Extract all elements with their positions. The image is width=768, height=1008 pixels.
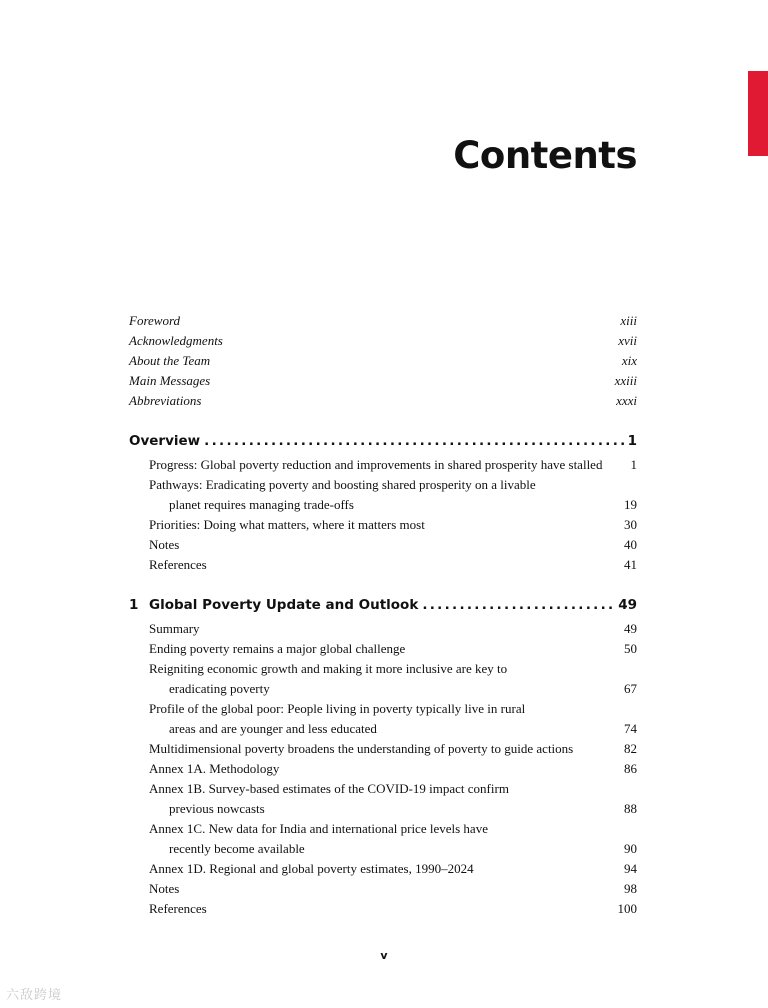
toc-entry[interactable] (149, 475, 637, 495)
entry-page: 67 (624, 681, 637, 696)
entry-page: 1 (630, 457, 637, 472)
toc-entry[interactable] (129, 331, 637, 351)
entry-page: xvii (618, 333, 637, 348)
page-folio: v (380, 949, 388, 962)
toc-entry[interactable] (149, 719, 637, 739)
toc-entry[interactable] (149, 639, 637, 659)
chapter-number: 1 (129, 597, 139, 613)
entry-page: xxiii (614, 373, 637, 388)
entry-title: Abbreviations (129, 393, 202, 408)
entry-title: Main Messages (129, 373, 211, 388)
entry-title: Summary (149, 621, 200, 636)
entry-page: 86 (624, 761, 637, 776)
entry-page: 88 (624, 801, 637, 816)
dot-leader (204, 430, 625, 452)
entry-page: 30 (624, 517, 637, 532)
overview-entries (149, 455, 637, 575)
chapter-title: Global Poverty Update and Outlook (149, 597, 419, 613)
toc-entry[interactable] (149, 899, 637, 919)
section-title: Overview (129, 433, 201, 449)
entry-title: References (149, 557, 207, 572)
entry-page: 74 (624, 721, 637, 736)
toc-entry[interactable] (149, 879, 637, 899)
toc-entry[interactable] (149, 455, 637, 475)
chapter-1-entries (149, 619, 637, 919)
toc-entry[interactable] (149, 839, 637, 859)
entry-page: 98 (624, 881, 637, 896)
entry-page: 49 (624, 621, 637, 636)
entry-title: Acknowledgments (129, 333, 223, 348)
entry-page: 90 (624, 841, 637, 856)
toc-entry[interactable] (129, 311, 637, 331)
red-edge-tab (748, 71, 768, 156)
dot-leader (422, 594, 616, 616)
entry-title: Profile of the global poor: People living in poverty typically live in rural (149, 701, 526, 716)
entry-title-continued: planet requires managing trade-offs (169, 497, 354, 512)
entry-page: 94 (624, 861, 637, 876)
entry-title: Progress: Global poverty reduction and improvements in shared prosperity have stalled (149, 457, 603, 472)
chapter-page: 49 (618, 597, 637, 613)
entry-title: Reigniting economic growth and making it more inclusive are key to (149, 661, 508, 676)
toc-entry[interactable] (149, 535, 637, 555)
entry-page: xiii (620, 313, 637, 328)
toc-entry[interactable] (149, 659, 637, 679)
toc-entry[interactable] (149, 739, 637, 759)
entry-page: 41 (624, 557, 637, 572)
section-heading[interactable] (129, 430, 637, 452)
entry-page: 50 (624, 641, 637, 656)
toc-entry[interactable] (149, 699, 637, 719)
entry-title: Pathways: Eradicating poverty and boosting shared prosperity on a livable (149, 477, 536, 492)
chapter-1-section (129, 594, 637, 919)
entry-title-continued: eradicating poverty (169, 681, 270, 696)
entry-title: Notes (149, 881, 180, 896)
watermark-logo: 六敌跨境 (6, 988, 63, 1003)
entry-title: Annex 1B. Survey-based estimates of the COVID-19 impact confirm (149, 781, 509, 796)
entry-page: xix (621, 353, 637, 368)
page-title: Contents (453, 134, 637, 177)
overview-section (129, 430, 637, 575)
entry-title-continued: areas and are younger and less educated (169, 721, 377, 736)
entry-page: 100 (617, 901, 637, 916)
entry-title: Annex 1C. New data for India and international price levels have (149, 821, 488, 836)
toc-entry[interactable] (149, 515, 637, 535)
entry-title: Foreword (129, 313, 181, 328)
section-page: 1 (627, 433, 637, 449)
toc-entry[interactable] (149, 495, 637, 515)
entry-page: 40 (624, 537, 637, 552)
entry-title: Annex 1D. Regional and global poverty estimates, 1990–2024 (149, 861, 474, 876)
toc-entry[interactable] (129, 371, 637, 391)
toc-entry[interactable] (149, 819, 637, 839)
entry-title: Ending poverty remains a major global challenge (149, 641, 406, 656)
toc-entry[interactable] (149, 759, 637, 779)
toc-entry[interactable] (129, 351, 637, 371)
toc-entry[interactable] (149, 555, 637, 575)
entry-title: References (149, 901, 207, 916)
entry-title: Annex 1A. Methodology (149, 761, 280, 776)
toc-entry[interactable] (129, 391, 637, 411)
entry-title-continued: previous nowcasts (169, 801, 265, 816)
entry-title: Notes (149, 537, 180, 552)
front-matter-list (129, 311, 637, 411)
entry-page: xxxi (616, 393, 637, 408)
toc-entry[interactable] (149, 779, 637, 799)
toc-entry[interactable] (149, 679, 637, 699)
entry-title-continued: recently become available (169, 841, 305, 856)
entry-title: About the Team (129, 353, 211, 368)
toc-entry[interactable] (149, 799, 637, 819)
chapter-heading[interactable] (129, 594, 637, 616)
entry-page: 82 (624, 741, 637, 756)
entry-title: Priorities: Doing what matters, where it matters most (149, 517, 425, 532)
entry-title: Multidimensional poverty broadens the understanding of poverty to guide actions (149, 741, 574, 756)
entry-page: 19 (624, 497, 637, 512)
toc-entry[interactable] (149, 859, 637, 879)
toc-entry[interactable] (149, 619, 637, 639)
